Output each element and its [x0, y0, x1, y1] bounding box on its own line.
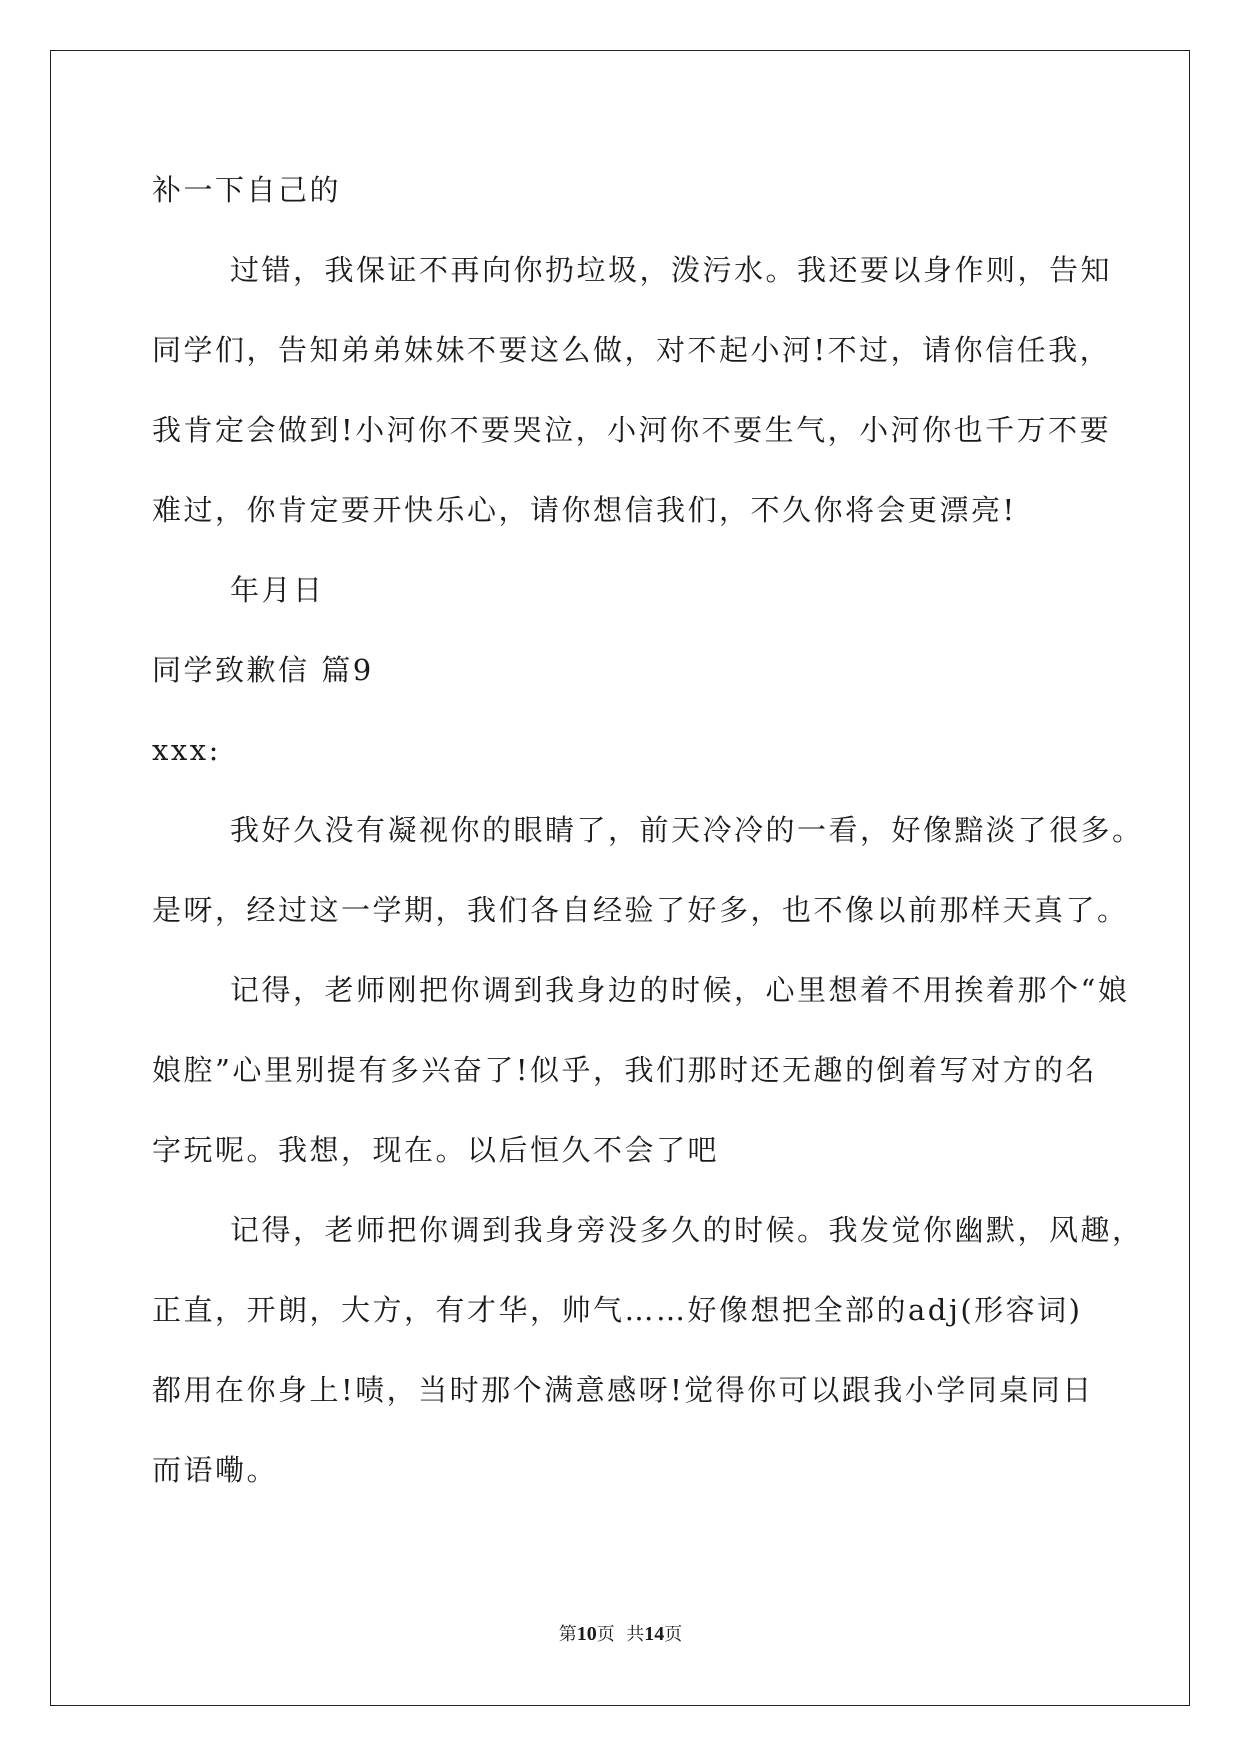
total-page-number: 14 [644, 1623, 665, 1645]
text-line: 我好久没有凝视你的眼睛了，前天冷冷的一看，好像黯淡了很多。 [230, 813, 1144, 847]
footer-suffix: 页 [664, 1624, 683, 1645]
text-line: 而语嘞。 [152, 1453, 279, 1487]
text-line: 记得，老师把你调到我身旁没多久的时候。我发觉你幽默，风趣， [230, 1213, 1144, 1247]
text-line: 我肯定会做到!小河你不要哭泣，小河你不要生气，小河你也千万不要 [152, 413, 1112, 447]
section-title: 同学致歉信 篇9 [152, 653, 374, 687]
text-line: 是呀，经过这一学期，我们各自经验了好多，也不像以前那样天真了。 [152, 893, 1129, 927]
text-line: 正直，开朗，大方，有才华，帅气……好像想把全部的adj(形容词) [152, 1293, 1083, 1327]
salutation: xxx: [152, 733, 221, 767]
footer-prefix: 第 [558, 1624, 577, 1645]
current-page-number: 10 [576, 1623, 597, 1645]
text-line: 难过，你肯定要开快乐心，请你想信我们，不久你将会更漂亮! [152, 493, 1017, 527]
text-line: 过错，我保证不再向你扔垃圾，泼污水。我还要以身作则，告知 [230, 253, 1113, 287]
text-line: 记得，老师刚把你调到我身边的时候，心里想着不用挨着那个“娘 [230, 973, 1130, 1007]
date-line: 年月日 [230, 573, 325, 607]
text-line: 娘腔”心里别提有多兴奋了!似乎，我们那时还无趣的倒着写对方的名 [152, 1053, 1097, 1087]
text-line: 字玩呢。我想，现在。以后恒久不会了吧 [152, 1133, 720, 1167]
text-line: 补一下自己的 [152, 173, 342, 207]
footer-mid: 页 共 [596, 1624, 645, 1645]
text-line: 同学们，告知弟弟妹妹不要这么做，对不起小河!不过，请你信任我， [152, 333, 1112, 367]
page-footer [0, 1620, 1241, 1646]
text-line: 都用在你身上!啧，当时那个满意感呀!觉得你可以跟我小学同桌同日 [152, 1373, 1094, 1407]
